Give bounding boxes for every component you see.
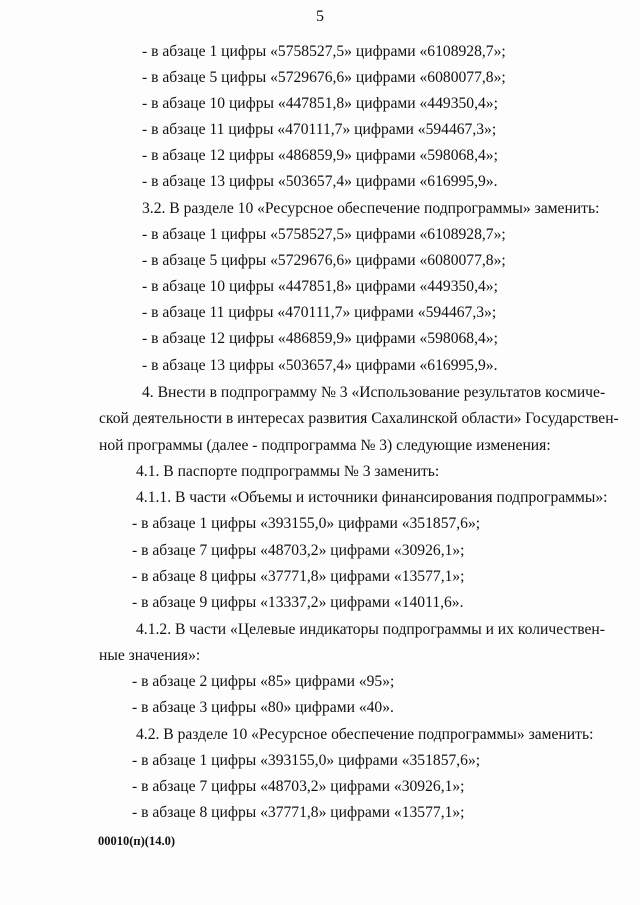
text-line: - в абзаце 12 цифры «486859,9» цифрами «598068,4»;	[142, 147, 498, 164]
text-line: - в абзаце 2 цифры «85» цифрами «95»;	[132, 673, 395, 690]
section-heading: 4.1. В паспорте подпрограммы № 3 заменить:	[136, 463, 440, 480]
text-line: - в абзаце 5 цифры «5729676,6» цифрами «6080077,8»;	[142, 69, 506, 86]
document-code: 00010(п)(14.0)	[98, 834, 175, 848]
text-line: - в абзаце 3 цифры «80» цифрами «40».	[132, 699, 394, 716]
paragraph-line: ной программы (далее - подпрограмма № 3) следующие изменения:	[99, 437, 551, 454]
paragraph-line: ные значения»:	[99, 647, 201, 664]
text-line: - в абзаце 13 цифры «503657,4» цифрами «616995,9».	[142, 357, 498, 374]
page-number: 5	[316, 8, 324, 25]
text-line: - в абзаце 1 цифры «5758527,5» цифрами «6108928,7»;	[142, 226, 506, 243]
text-line: - в абзаце 1 цифры «393155,0» цифрами «351857,6»;	[132, 752, 481, 769]
text-line: - в абзаце 1 цифры «393155,0» цифрами «351857,6»;	[132, 515, 481, 532]
text-line: - в абзаце 8 цифры «37771,8» цифрами «13577,1»;	[132, 804, 465, 821]
text-line: - в абзаце 11 цифры «470111,7» цифрами «594467,3»;	[142, 121, 497, 138]
paragraph-line: ской деятельности в интересах развития Сахалинской области» Государствен-	[99, 410, 619, 427]
section-heading: 4.2. В разделе 10 «Ресурсное обеспечение подпрограммы» заменить:	[136, 726, 594, 743]
text-line: - в абзаце 7 цифры «48703,2» цифрами «30926,1»;	[132, 778, 465, 795]
text-line: - в абзаце 8 цифры «37771,8» цифрами «13577,1»;	[132, 568, 465, 585]
text-line: - в абзаце 12 цифры «486859,9» цифрами «598068,4»;	[142, 330, 498, 347]
paragraph-line: 4. Внести в подпрограмму № 3 «Использование результатов космиче-	[142, 384, 606, 401]
section-heading: 3.2. В разделе 10 «Ресурсное обеспечение подпрограммы» заменить:	[142, 200, 600, 217]
text-line: - в абзаце 5 цифры «5729676,6» цифрами «6080077,8»;	[142, 252, 506, 269]
text-line: - в абзаце 7 цифры «48703,2» цифрами «30926,1»;	[132, 542, 465, 559]
text-line: - в абзаце 10 цифры «447851,8» цифрами «449350,4»;	[142, 95, 498, 112]
text-line: - в абзаце 13 цифры «503657,4» цифрами «616995,9».	[142, 173, 498, 190]
paragraph-line: 4.1.2. В части «Целевые индикаторы подпрограммы и их количествен-	[136, 621, 605, 638]
text-line: - в абзаце 1 цифры «5758527,5» цифрами «6108928,7»;	[142, 43, 506, 60]
text-line: - в абзаце 9 цифры «13337,2» цифрами «14011,6».	[132, 594, 464, 611]
section-heading: 4.1.1. В части «Объемы и источники финансирования подпрограммы»:	[136, 489, 608, 506]
text-line: - в абзаце 10 цифры «447851,8» цифрами «449350,4»;	[142, 278, 498, 295]
text-line: - в абзаце 11 цифры «470111,7» цифрами «594467,3»;	[142, 304, 497, 321]
